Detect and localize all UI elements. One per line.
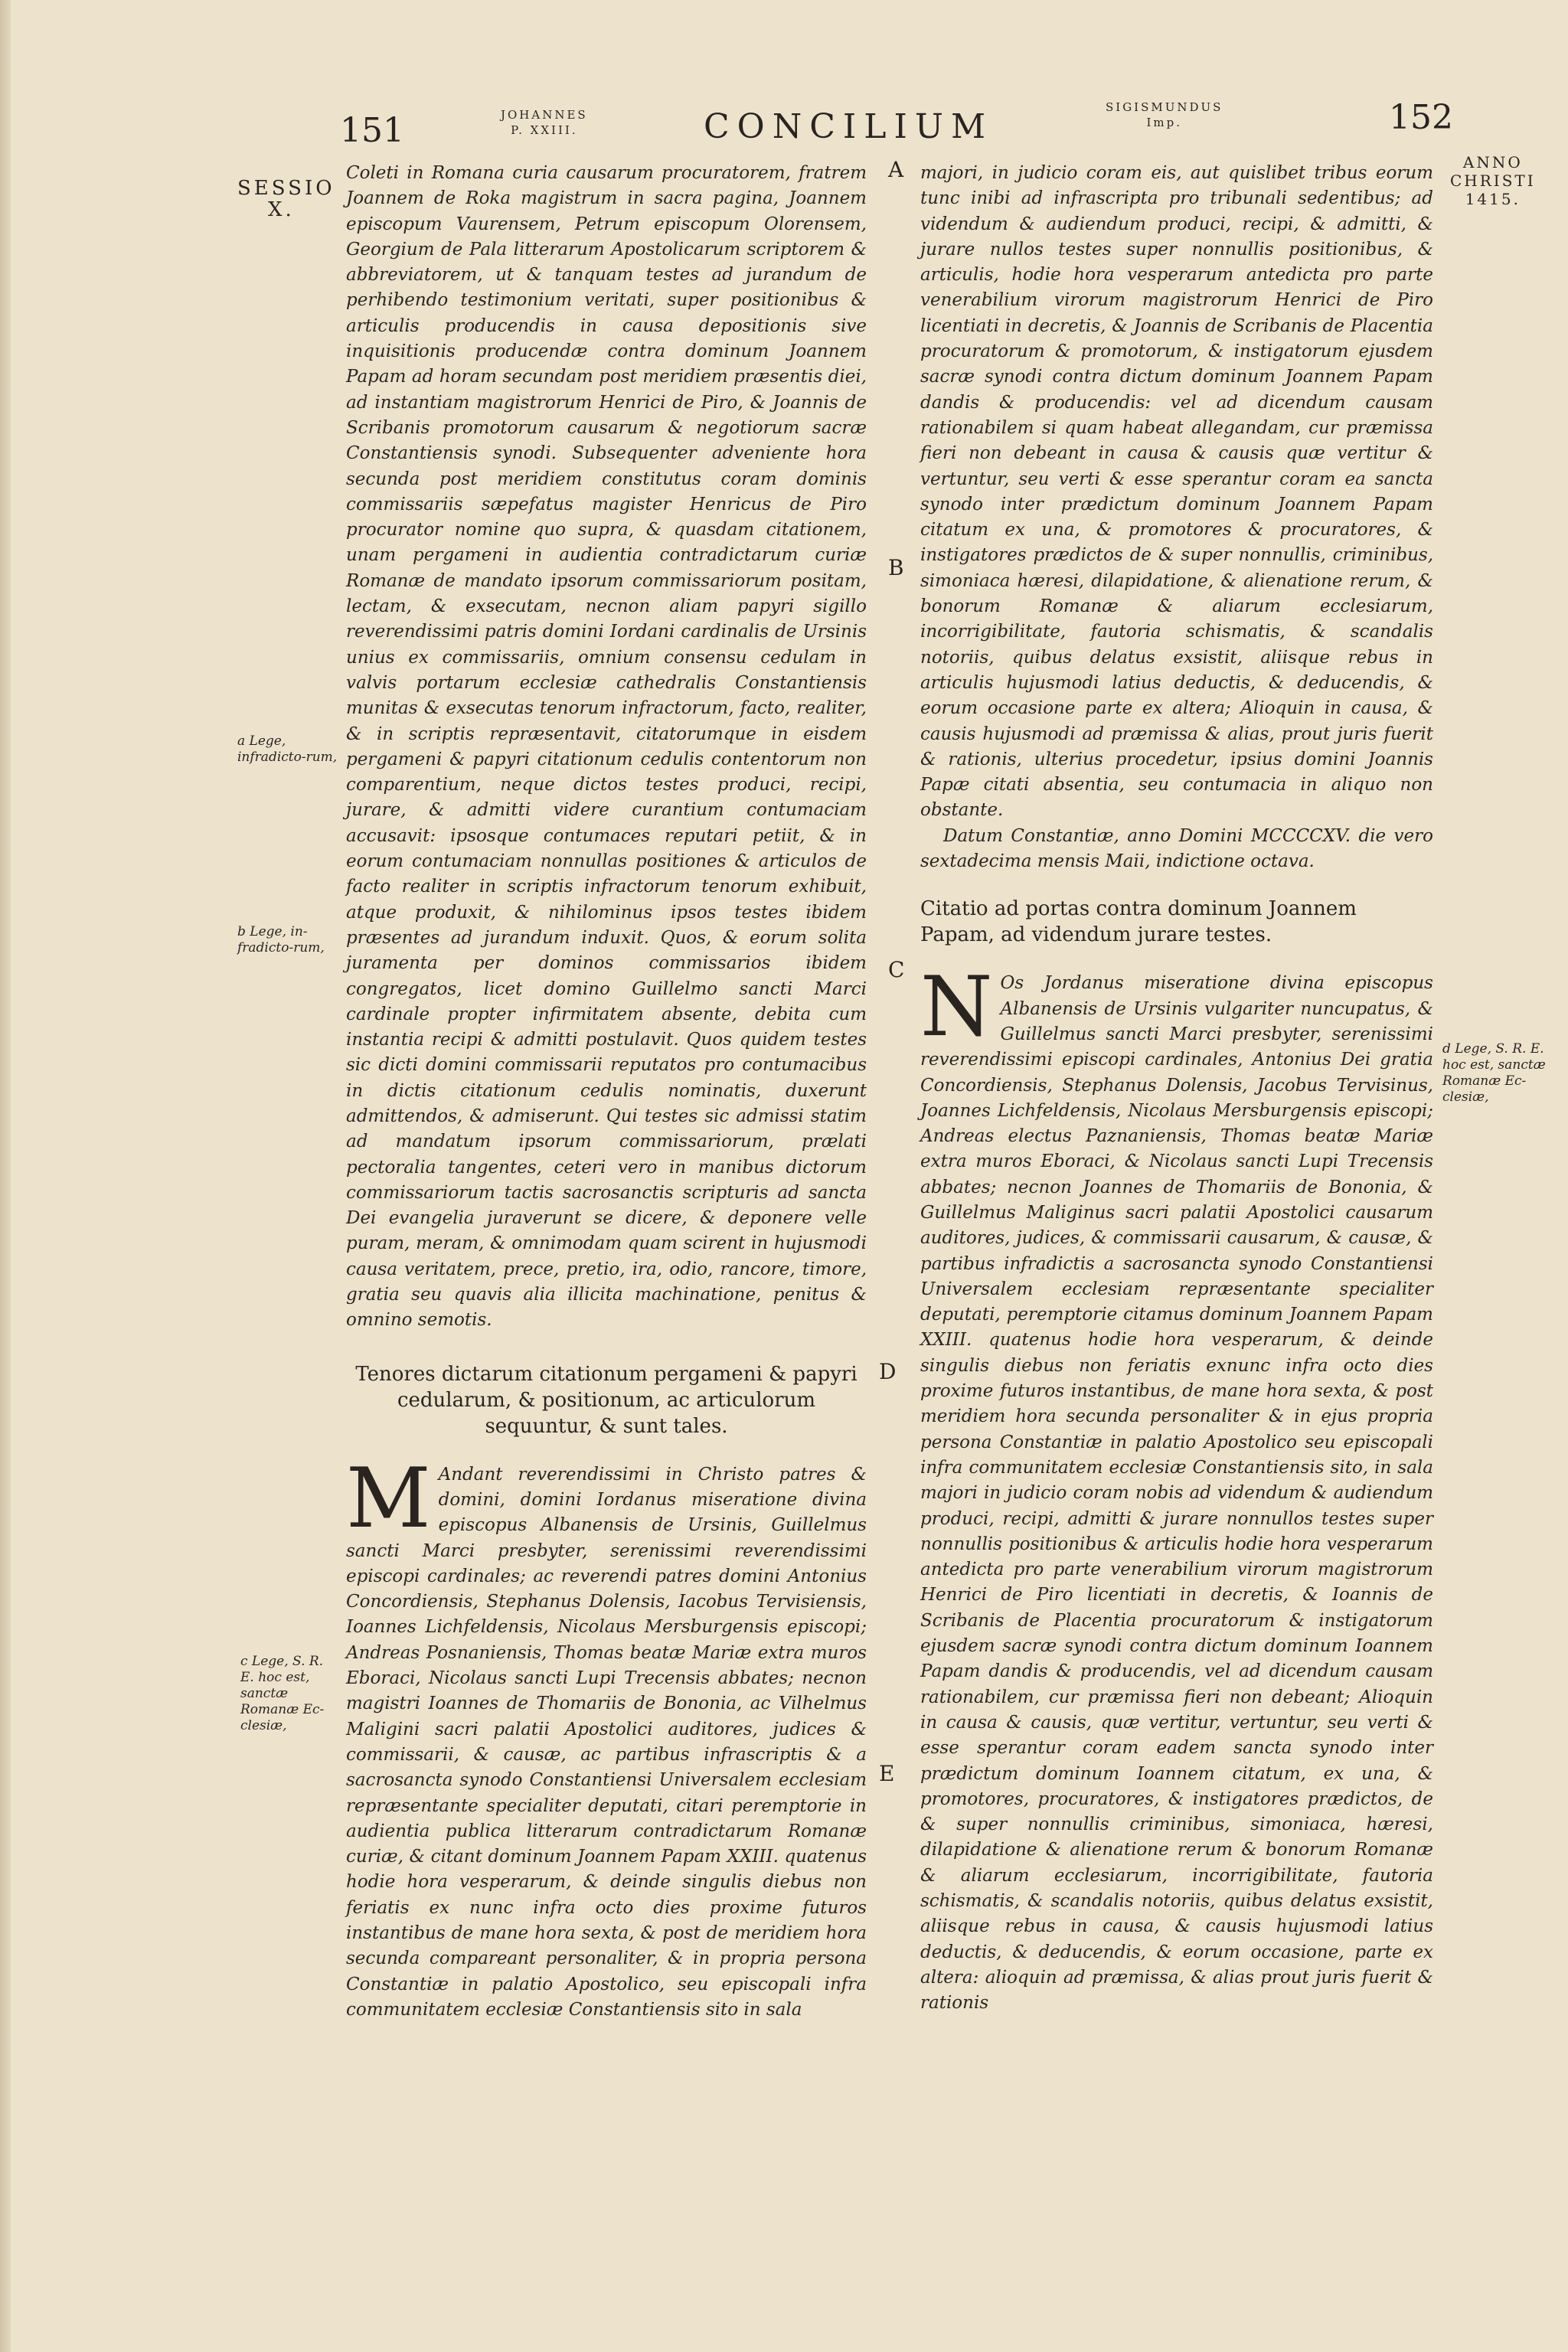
right-running-name-line2: Imp.	[1146, 116, 1182, 129]
section-letter-d: D	[879, 1359, 897, 1384]
right-paragraph-2-text: Os Jordanus miseratione divina episcopus Albanensis de Ursinis vulgariter nuncupatus, & Guillelmus sancti Marci presbyter, serenissimi reverendissimi episcopi cardinales, Antonius Dei gratia Concordiensis, Stephanus Dolensis, Jacobus Tervisinus, Joannes Lichfeldensis, Nicolaus Mersburgensis episcopi; Andreas electus Paznaniensis, Thomas beatæ Mariæ extra muros Eboraci, & Nicolaus sancti Lupi Trecensis abbates; necnon Joannes de Thomariis de Bononia, & Guillelmus Maliginus sacri palatii Apostolici causarum auditores, judices, & commissarii causarum, & causæ, & partibus infradictis a sacrosancta synodo Constantiensi Universalem ecclesiam repræsentante specialiter deputati, peremptorie citamus dominum Joannem Papam XXIII. quatenus hodie hora vesperarum, & deinde singulis diebus non feriatis exnunc infra octo dies proxime futuros instantibus, de mane hora sexta, & post meridiem hora secunda personaliter & in ejus propria persona Constantiæ in palatio Apostolico seu episcopali infra communitatem ecclesiæ Constantiensis sito, in sala majori in judicio coram nobis ad videndum & audiendum produci, recipi, admitti & jurare nonnullos testes super nonnullis positionibus & articulis hodie hora vesperarum antedicta pro parte venerabilium virorum magistrorum Henrici de Piro licentiati in decretis, & Ioannis de Scribanis de Placentia procuratorum & instigatorum ejusdem sacræ synodi contra dictum dominum Ioannem Papam dandis & producendis, vel ad dicendum causam rationabilem, cur præmissa fieri non debeant; Alioquin in causa & causis, quæ vertitur, vertuntur, seu verti & esse sperantur coram eadem sancta synodo inter prædictum dominum Ioannem citatum, ex una, & promotores, procuratores, & instigatores prædictos, de & super nonnullis criminibus, simoniaca, hæresi, dilapidatione & alienatione rerum & bonorum Romanæ & aliarum ecclesiarum, incorrigibilitate, fautoria schismatis, & scandalis notoriis, quibus delatus exsistit, aliisque rebus in causa, & causis hujusmodi latius deductis, & deducendis, & eorum occasione, parte ex altera: alioquin ad præmissa, & alias prout juris fuerit & rationis	[920, 973, 1433, 2014]
year-label-line3: 1415.	[1465, 190, 1521, 208]
right-paragraph-2	[920, 959, 1433, 2016]
left-running-name	[501, 107, 588, 138]
year-label-line2: CHRISTI	[1450, 172, 1536, 190]
left-section-title: Tenores dictarum citationum pergameni & papyri cedularum, & positionum, ac articulorum sequuntur, & sunt tales.	[355, 1362, 858, 1438]
left-column	[346, 161, 867, 2023]
left-paragraph-2	[346, 1450, 867, 2024]
left-running-name-line1: JOHANNES	[501, 108, 588, 122]
section-letter-c: C	[888, 957, 905, 982]
right-column	[920, 161, 1433, 2016]
right-running-name-line1: SIGISMUNDUS	[1106, 100, 1223, 114]
margin-note-d: d Lege, S. R. E. hoc est, sanctæ Romanæ Ec-clesiæ,	[1442, 1041, 1546, 1105]
section-letter-e: E	[879, 1761, 895, 1786]
left-paragraph-2-text: Andant reverendissimi in Christo patres & domini, domini Iordanus miseratione divina episcopus Albanensis de Ursinis, Guillelmus sancti Marci presbyter, serenissimi reverendissimi episcopi cardinales; ac reverendi patres domini Antonius Concordiensis, Stephanus Dolensis, Iacobus Tervisiensis, Ioannes Lichfeldensis, Nicolaus Mersburgensis episcopi; Andreas Posnaniensis, Thomas beatæ Mariæ extra muros Eboraci, Nicolaus sancti Lupi Trecensis abbates; necnon magistri Ioannes de Thomariis de Bononia, ac Vilhelmus Maligini sacri palatii Apostolici auditores, judices & commissarii, & causæ, ac partibus infrascriptis & a sacrosancta synodo Constantiensi Universalem ecclesiam repræsentante specialiter deputati, citari peremptorie in audientia publica litterarum contradictarum Romanæ curiæ, & citant dominum Joannem Papam XXIII. quatenus hodie hora vesperarum, & deinde singulis diebus non feriatis ex nunc infra octo dies proxime futuros instantibus de mane hora sexta, & post de meridiem hora secunda compareant personaliter, & in propria persona Constantiæ in palatio Apostolico, seu episcopali infra communitatem ecclesiæ Constantiensis sito in sala	[346, 1464, 867, 2020]
left-drop-capital: M	[346, 1450, 431, 1547]
section-letter-b: B	[888, 555, 904, 580]
right-section-title: Citatio ad portas contra dominum Joannem Papam, ad videndum jurare testes.	[920, 897, 1357, 947]
running-title: CONCILIUM	[704, 107, 994, 146]
left-folio-number: 151	[340, 111, 404, 150]
margin-note-c: c Lege, S. R. E. hoc est, sanctæ Romanæ Ec-clesiæ,	[240, 1654, 325, 1733]
year-label-line1: ANNO	[1462, 153, 1523, 172]
right-paragraph-1: majori, in judicio coram eis, aut quislibet tribus eorum tunc inibi ad infrascripta pro tribunali sedentibus; ad videndum & audiendum produci, recipi, & admitti, & jurare nullos testes super nonnullis positionibus, & articulis, hodie hora vesperarum antedicta pro parte venerabilium virorum magistrorum Henrici de Piro licentiati in decretis, & Joannis de Scribanis de Placentia procuratorum & promotorum, & instigatorum ejusdem sacræ synodi contra dictum dominum Joannem Papam dandis & producendis: vel ad dicendum causam rationabilem si quam habeat allegandam, cur præmissa fieri non debeant in causa & causis quæ vertitur & vertuntur, seu verti & esse sperantur coram ea sancta synodo inter prædictum dominum Joannem Papam citatum ex una, & promotores & procuratores, & instigatores prædictos de & super nonnullis, criminibus, simoniaca hæresi, dilapidatione, & alienatione rerum, & bonorum Romanæ & aliarum ecclesiarum, incorrigibilitate, fautoria schismatis, & scandalis notoriis, quibus delatus exsistit, aliisque rebus in articulis hujusmodi latius deductis, & deducendis, & eorum occasione parte ex altera; Alioquin in causa, & causis hujusmodi ad præmissa & alias, prout juris fuerit & rationis, ulterius procedetur, ipsius domini Joannis Papæ citati absentia, seu contumacia in aliquo non obstante.	[920, 163, 1433, 821]
right-folio-number: 152	[1389, 98, 1453, 137]
right-running-name	[1106, 100, 1223, 130]
session-label	[237, 178, 335, 220]
left-paragraph-1: Coleti in Romana curia causarum procuratorem, fratrem Joannem de Roka magistrum in sacra pagina, Joannem episcopum Vaurensem, Petrum episcopum Olorensem, Georgium de Pala litterarum Apostolicarum scriptorem & abbreviatorem, ut & tanquam testes ad jurandum de perhibendo testimonium veritati, super positionibus & articulis producendis in causa depositionis sive inquisitionis producendæ contra dominum Joannem Papam ad horam secundam post meridiem præsentis diei, ad instantiam magistrorum Henrici de Piro, & Joannis de Scribanis promotorum causarum & negotiorum sacræ Constantiensis synodi. Subsequenter adveniente hora secunda post meridiem constitutus coram dominis commissariis sæpefatus magister Henricus de Piro procurator nomine quo supra, & quasdam citationem, unam pergameni in audientia contradictarum curiæ Romanæ de mandato ipsorum commissariorum positam, lectam, & exsecutam, necnon aliam papyri sigillo reverendissimi patris domini Iordani cardinalis de Ursinis unius ex commissariis, omnium consensu cedulam in valvis portarum ecclesiæ cathedralis Constantiensis munitas & exsecutas tenorum infractorum, facto, realiter, & in scriptis repræsentavit, citatorumque in eisdem pergameni & papyri citationum cedulis contentorum non comparentium, neque dictos testes produci, recipi, jurare, & admitti videre curantium contumaciam accusavit: ipsosque contumaces reputari petiit, & in eorum contumaciam nonnullas positiones & articulos de facto realiter in scriptis infractorum tenorum exhibuit, atque produxit, & nihilominus ipsos testes ibidem præsentes ad jurandum induxit. Quos, & eorum solita juramenta per dominos commissarios ibidem congregatos, licet domino Guillelmo sancti Marci cardinale propter infirmitatem absente, debita cum instantia recipi & admitti postulavit. Quos quidem testes sic dicti domini commissarii reputatos pro contumacibus in dictis citationum cedulis nominatis, duxerunt admittendos, & admiserunt. Qui testes sic admissi statim ad mandatum ipsorum commissariorum, prælati pectoralia tangentes, ceteri vero in manibus dictorum commissariorum tactis sacrosanctis scripturis ad sancta Dei evangelia juraverunt se dicere, & deponere velle puram, meram, & omnimodam quam scirent in hujusmodi causa veritatem, prece, pretio, ira, odio, rancore, timore, gratia seu quavis alia illicita machinatione, penitus & omnino semotis.	[346, 163, 867, 1331]
left-running-name-line2: P. XXIII.	[511, 123, 578, 137]
section-letter-a: A	[888, 157, 904, 182]
page-gutter-edge	[0, 0, 11, 2352]
session-label-line1: SESSIO	[237, 177, 335, 200]
book-page	[11, 0, 1568, 2352]
right-date-line: Datum Constantiæ, anno Domini MCCCCXV. die vero sextadecima mensis Maii, indictione octava.	[920, 825, 1433, 872]
year-label	[1450, 153, 1536, 208]
margin-note-a: a Lege, infradicto-rum,	[237, 733, 338, 765]
right-drop-capital: N	[920, 959, 993, 1056]
session-label-line2: X.	[268, 198, 295, 221]
margin-note-b: b Lege, in-fradicto-rum,	[237, 924, 325, 956]
